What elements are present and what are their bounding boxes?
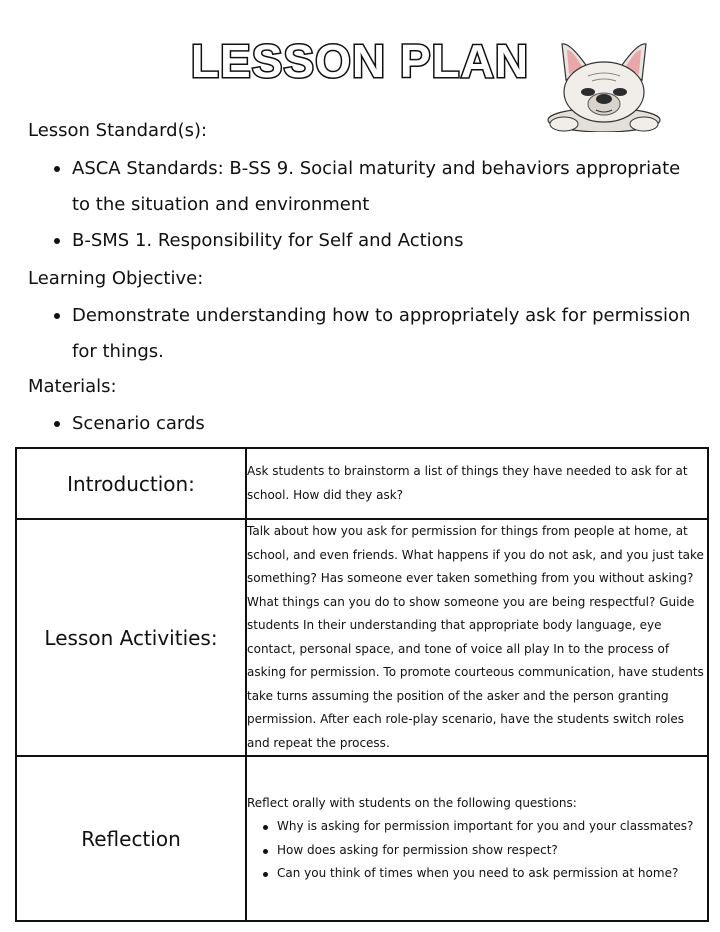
list-item: B-SMS 1. Responsibility for Self and Actions <box>52 223 692 259</box>
activities-text: Talk about how you ask for permission for things from people at home, at school, and even friends. What happens if you do not ask, and you just take something? Has someone ever taken something from you without asking? What things can you do to show someone you are being respectful? Guide students In their understanding that appropriate body language, eye contact, personal space, and tone of voice all play In to the process of asking for permission. To promote courteous communication, have students take turns assuming the position of the asker and the person granting permission. After each role-play scenario, have the students switch roles and repeat the process. <box>246 519 708 756</box>
list-item: Can you think of times when you need to ask permission at home? <box>277 862 707 886</box>
list-item: Scenario cards <box>52 406 692 442</box>
standards-label: Lesson Standard(s): <box>28 120 208 141</box>
standards-list <box>52 151 692 259</box>
reflection-cell <box>246 756 708 921</box>
table-row <box>16 519 708 756</box>
reflection-intro: Reflect orally with students on the following questions: <box>247 795 577 810</box>
objective-label: Learning Objective: <box>28 268 204 289</box>
introduction-label: Introduction: <box>16 448 246 519</box>
page-title: LESSON PLAN <box>190 35 530 87</box>
introduction-text: Ask students to brainstorm a list of things they have needed to ask for at school. How did they ask? <box>246 448 708 519</box>
reflection-label: Reflection <box>16 756 246 921</box>
materials-label: Materials: <box>28 376 117 397</box>
list-item: Why is asking for permission important for you and your classmates? <box>277 815 707 839</box>
bulldog-illustration <box>544 40 664 132</box>
table-row <box>16 756 708 921</box>
list-item: Demonstrate understanding how to appropriately ask for permission for things. <box>52 298 692 370</box>
activities-label: Lesson Activities: <box>16 519 246 756</box>
materials-list <box>52 406 692 442</box>
lesson-table <box>15 447 709 922</box>
reflection-questions <box>247 815 707 886</box>
table-row <box>16 448 708 519</box>
objective-list <box>52 298 692 370</box>
list-item: How does asking for permission show respect? <box>277 839 707 863</box>
list-item: ASCA Standards: B-SS 9. Social maturity and behaviors appropriate to the situation and environment <box>52 151 692 223</box>
